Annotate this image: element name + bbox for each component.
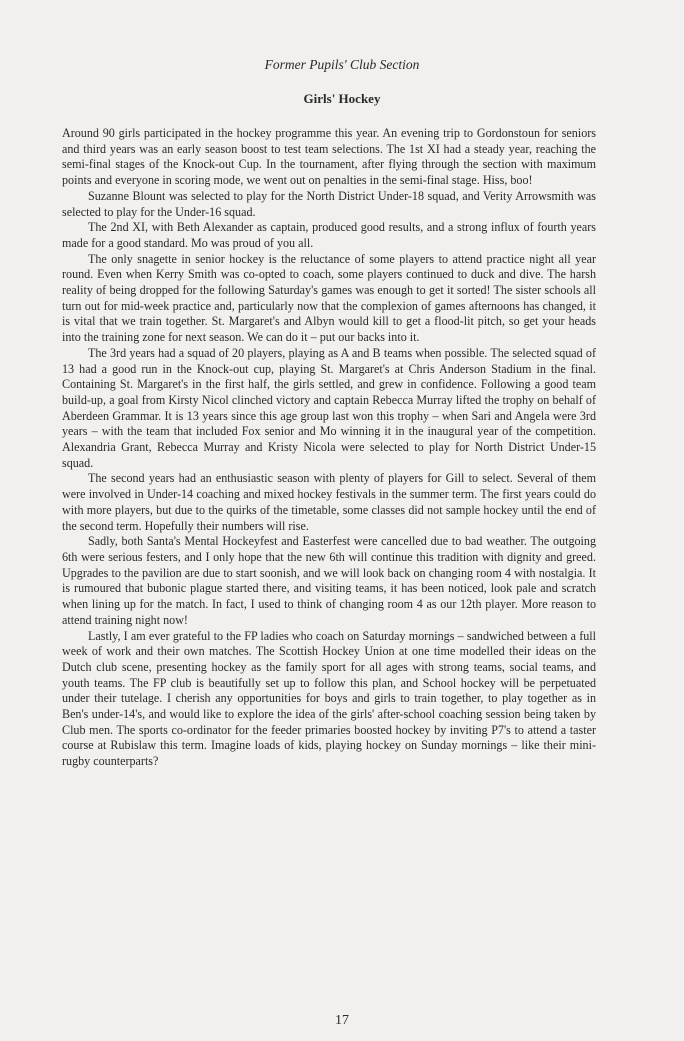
- paragraph: Suzanne Blount was selected to play for the North District Under-18 squad, and Verity Arrowsmith was selected to play for the Under-16 squad.: [62, 188, 596, 219]
- paragraph: The second years had an enthusiastic season with plenty of players for Gill to select. Several of them were involved in Under-14 coaching and mixed hockey festivals in the summer term. The first years could do with more players, but due to the quirks of the timetable, some classes did not sample hockey until the end of the second term. Hopefully their numbers will rise.: [62, 471, 596, 533]
- section-header: Former Pupils' Club Section: [264, 57, 420, 72]
- paragraph: Sadly, both Santa's Mental Hockeyfest and Easterfest were cancelled due to bad weather. The outgoing 6th were serious festers, and I only hope that the new 6th will continue this tradition with dignity and greed. Upgrades to the pavilion are due to start soonish, and we will look back on changing room 4 with nostalgia. It is rumoured that bubonic plague started there, and visiting teams, it has been noticed, look pale and scratch when lining up for the match. In fact, I used to think of changing room 4 as our 12th player. More reason to attend training night now!: [62, 534, 596, 627]
- paragraph: Lastly, I am ever grateful to the FP ladies who coach on Saturday mornings – sandwiched between a full week of work and their own matches. The Scottish Hockey Union at one time modelled their ideas on the Dutch club scene, presenting hockey as the family sport for all ages with strong teams, social teams, and youth teams. The FP club is beautifully set up to follow this plan, and School hockey will be perpetuated under their tutelage. I cherish any opportunities for boys and girls to train together, to play together as in Ben's under-14's, and would like to explore the idea of the girls' after-school coaching session being taken by Club men. The sports co-ordinator for the feeder primaries boosted hockey by inviting P7's to attend a taster course at Rubislaw this term. Imagine loads of kids, playing hockey on Sunday mornings – like their mini-rugby counterparts?: [62, 628, 596, 769]
- paragraph: The only snagette in senior hockey is the reluctance of some players to attend practice night all year round. Even when Kerry Smith was co-opted to coach, some players continued to duck and dive. The harsh reality of being dropped for the following Saturday's games was enough to get it sorted! The sister schools all turn out for mid-week practice and, particularly now that the complexion of games afternoons has changed, it is vital that we train together. St. Margaret's and Albyn would kill to get a flood-lit pitch, so get your heads into the training zone for next season. We can do it – put our backs into it.: [62, 251, 596, 345]
- page-number: 17: [335, 1013, 349, 1028]
- paragraph: The 2nd XI, with Beth Alexander as captain, produced good results, and a strong influx of fourth years made for a good standard. Mo was proud of you all.: [62, 220, 596, 250]
- paragraph: Around 90 girls participated in the hockey programme this year. An evening trip to Gordonstoun for seniors and third years was an early season boost to test team selections. The 1st XI had a steady year, reaching the semi-final stages of the Knock-out Cup. In the tournament, after flying through the section with maximum points and everyone in scoring mode, we went out on penalties in the semi-final stage. Hiss, boo!: [62, 126, 596, 188]
- article-title: Girls' Hockey: [303, 91, 381, 106]
- paragraph: The 3rd years had a squad of 20 players, playing as A and B teams when possible. The selected squad of 13 had a good run in the Knock-out cup, playing St. Margaret's at Chris Anderson Stadium in the final. Containing St. Margaret's in the first half, the girls settled, and grew in confidence. Following a good team build-up, a goal from Kirsty Nicol clinched victory and captain Rebecca Murray lifted the trophy on behalf of Aberdeen Grammar. It is 13 years since this age group last won this trophy – when Sari and Angela were 3rd years – with the team that included Fox senior and Mo winning it in the inaugural year of the competition. Alexandria Grant, Rebecca Murray and Kristy Nicola were selected to play for North District Under-15 squad.: [62, 345, 596, 470]
- article-body: [62, 126, 596, 770]
